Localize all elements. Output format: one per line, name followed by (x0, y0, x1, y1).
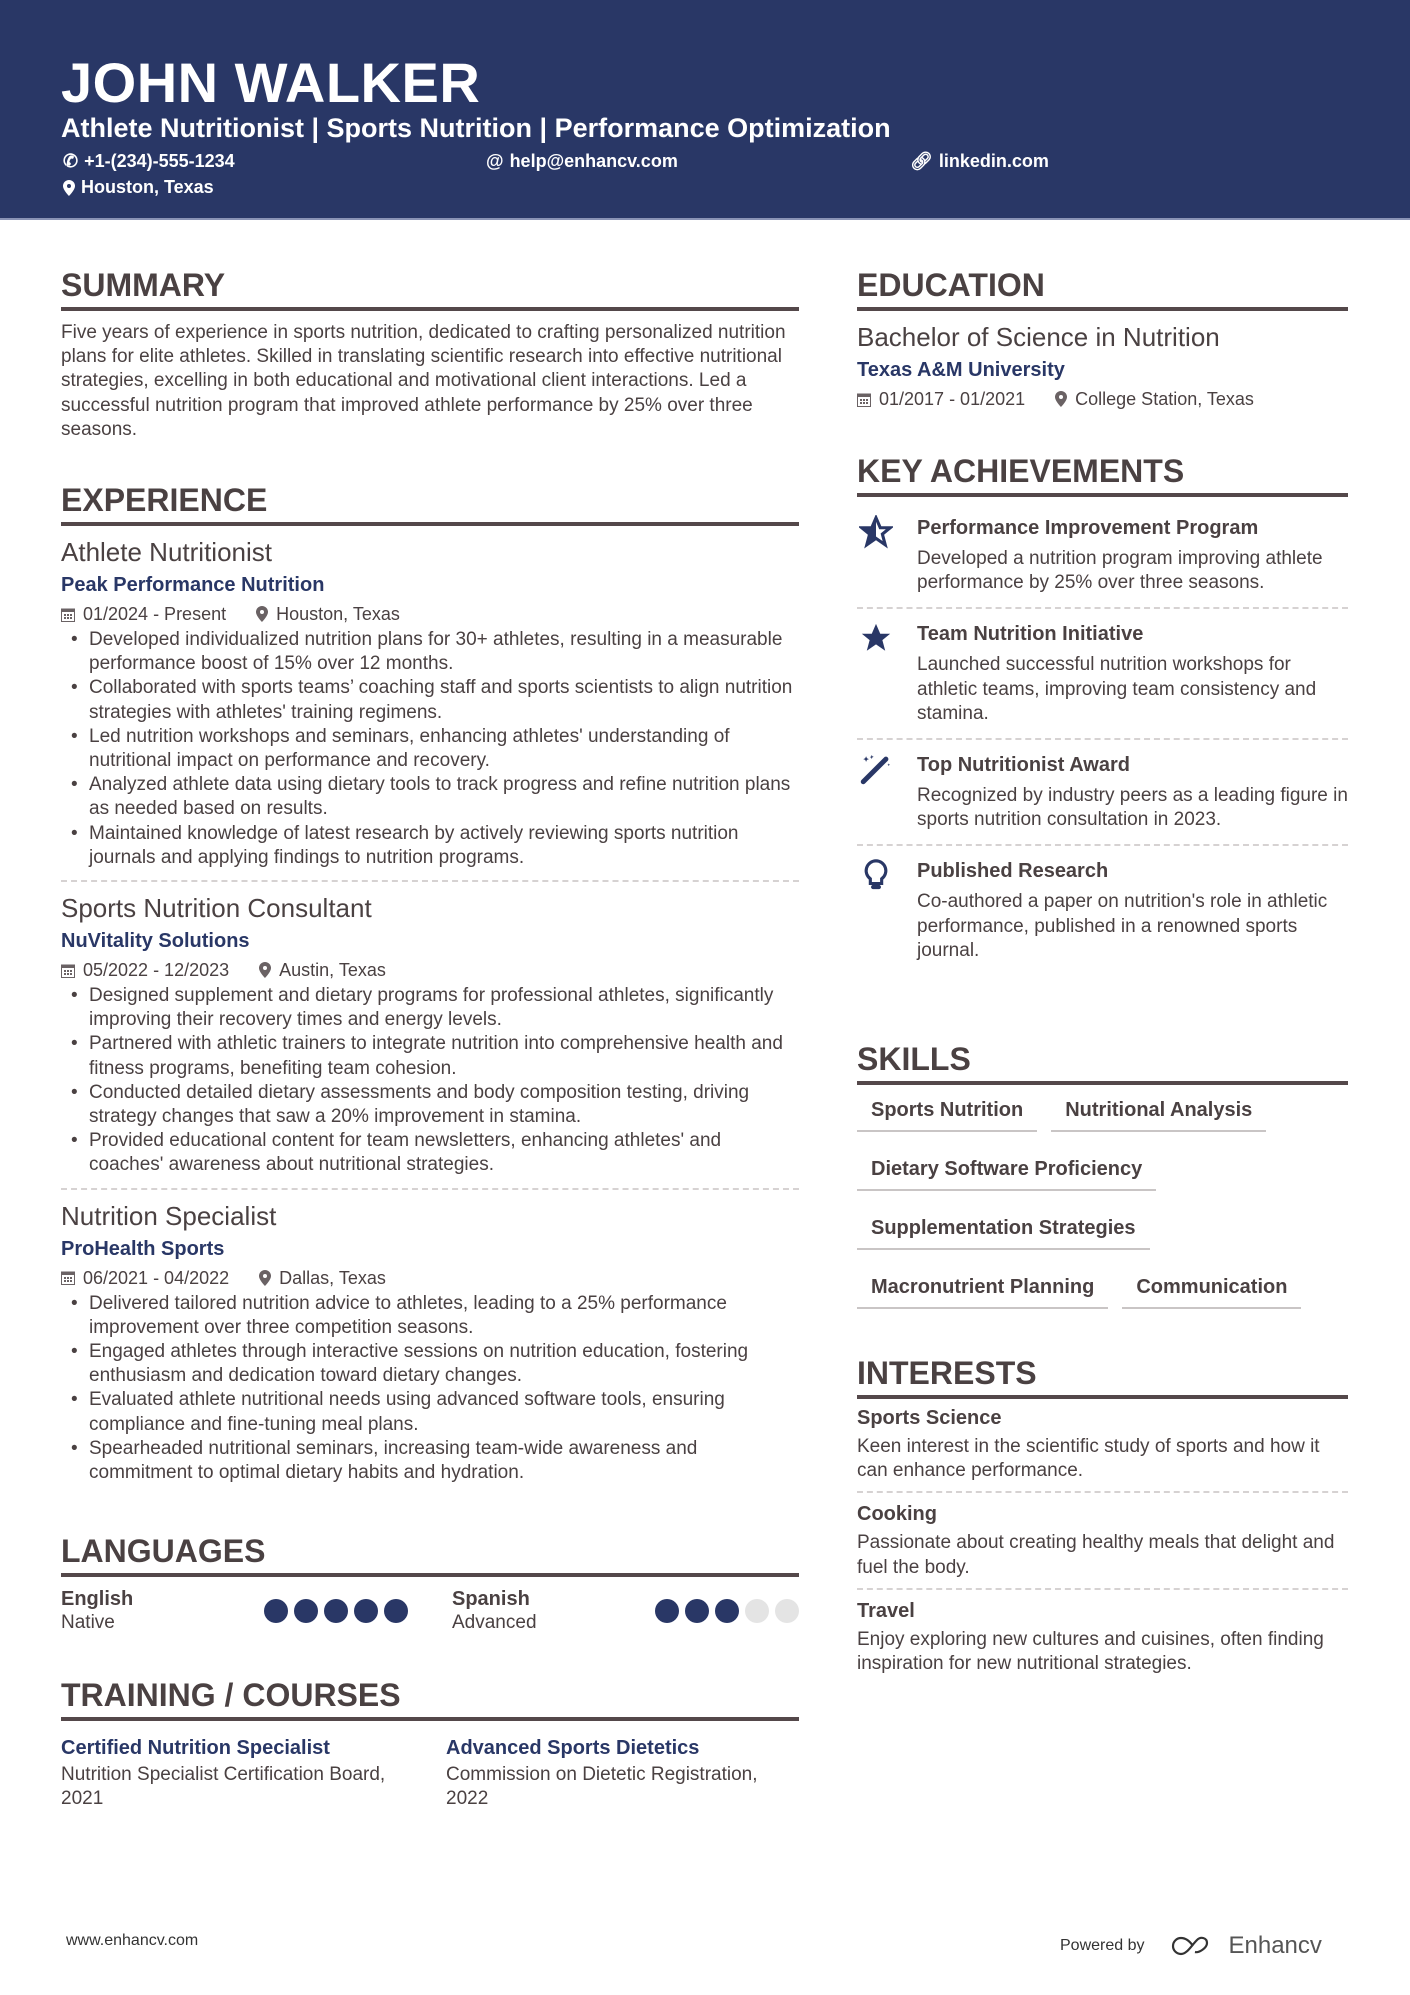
job-title: Sports Nutrition Consultant (61, 893, 372, 924)
calendar-icon (857, 392, 871, 407)
dates: 01/2017 - 01/2021 (879, 389, 1026, 409)
footer-website[interactable]: www.enhancv.com (66, 1932, 199, 1949)
email[interactable] (486, 151, 678, 172)
achievement-title: Top Nutritionist Award (917, 754, 1130, 777)
location: College Station, Texas (1075, 389, 1254, 409)
job-bullets (61, 1292, 799, 1486)
section-title: SUMMARY (61, 265, 799, 311)
course-title: Advanced Sports Dietetics (446, 1737, 700, 1759)
course-title: Certified Nutrition Specialist (61, 1737, 330, 1759)
language-name: English (61, 1588, 134, 1610)
achievement-title: Performance Improvement Program (917, 517, 1259, 539)
at-icon: @ (486, 151, 504, 171)
candidate-subtitle: Athlete Nutritionist | Sports Nutrition | Performance Optimization (61, 113, 891, 143)
interest-desc: Keen interest in the scientific study of sports and how it can enhance performance. (857, 1436, 1320, 1482)
rating-dot (354, 1599, 378, 1623)
location-pin-icon (1055, 391, 1067, 407)
bullet: • Evaluated athlete nutritional needs using advanced software tools, ensuring compliance and fine-tuning meal plans. (61, 1388, 799, 1436)
section-title: INTERESTS (857, 1353, 1348, 1399)
location-pin-icon (63, 180, 75, 196)
bullet: • Collaborated with sports teams’ coaching staff and sports scientists to align nutrition strategies with athletes' training regimens. (61, 676, 799, 724)
course (446, 1731, 799, 1811)
section-title: EDUCATION (857, 265, 1348, 311)
interests-section (857, 1353, 1348, 1676)
location (63, 177, 214, 198)
job-meta (61, 1264, 799, 1292)
rating-dot (384, 1599, 408, 1623)
interest-title: Travel (857, 1599, 915, 1622)
phone-text: +1-(234)-555-1234 (84, 151, 235, 171)
job-location: Austin, Texas (279, 960, 386, 981)
job-entry (61, 892, 799, 1178)
rating-dot (775, 1599, 799, 1623)
rating-dot (685, 1599, 709, 1623)
bullet: • Analyzed athlete data using dietary tools to track progress and refine nutrition plans as needed based on results. (61, 773, 799, 821)
achievement-desc: Launched successful nutrition workshops for athletic teams, improving team consistency and stamina. (917, 654, 1317, 724)
achievement-desc: Recognized by industry peers as a leading figure in sports nutrition consultation in 2023. (917, 785, 1348, 831)
bullet: • Maintained knowledge of latest research by actively reviewing sports nutrition journals and applying findings to nutrition programs. (61, 822, 799, 870)
job-dates: 06/2021 - 04/2022 (83, 1267, 230, 1288)
job-dates: 01/2024 - Present (83, 604, 227, 624)
calendar-icon (61, 963, 75, 978)
interest-desc: Enjoy exploring new cultures and cuisines, often finding inspiration for new nutritional strategies. (857, 1628, 1324, 1675)
job-meta (61, 600, 799, 628)
divider (857, 844, 1348, 846)
bullet: • Provided educational content for team newsletters, enhancing athletes' and coaches' awareness about nutritional strategies. (61, 1129, 799, 1177)
achievement-item (857, 507, 1348, 599)
language-level: Native (61, 1612, 115, 1633)
section-title: EXPERIENCE (61, 480, 799, 526)
achievement-title: Published Research (917, 860, 1109, 883)
enhancv-logo-icon (1171, 1934, 1219, 1958)
section-title: KEY ACHIEVEMENTS (857, 451, 1348, 497)
bullet: • Designed supplement and dietary programs for professional athletes, significantly improving their recovery times and energy levels. (61, 984, 799, 1032)
bullet: • Engaged athletes through interactive sessions on nutrition education, fostering enthusiasm and dedication toward dietary changes. (61, 1340, 799, 1388)
job-entry (61, 1200, 799, 1486)
calendar-icon (61, 607, 75, 622)
star-outline-icon (857, 513, 895, 595)
job-entry (61, 536, 799, 870)
achievement-item (857, 613, 1348, 730)
lightbulb-icon (857, 856, 895, 963)
course (61, 1731, 414, 1811)
education-section (857, 265, 1348, 413)
magic-wand-icon (857, 750, 895, 832)
linkedin[interactable] (910, 151, 1049, 172)
interest-title: Cooking (857, 1503, 937, 1526)
rating-dot (715, 1599, 739, 1623)
bullet: • Led nutrition workshops and seminars, enhancing athletes' understanding of nutritional impact on performance and recovery. (61, 725, 799, 773)
divider (61, 880, 799, 882)
skill-tag: Communication (1122, 1268, 1301, 1309)
job-dates: 05/2022 - 12/2023 (83, 960, 230, 981)
job-location: Dallas, Texas (279, 1267, 386, 1288)
star-icon (857, 619, 895, 726)
company-name: ProHealth Sports (61, 1237, 225, 1260)
header (0, 0, 1410, 220)
candidate-name: JOHN WALKER (61, 51, 481, 114)
rating-dot (324, 1599, 348, 1623)
bullet: • Partnered with athletic trainers to integrate nutrition into comprehensive health and fitness programs, benefiting team cohesion. (61, 1032, 799, 1080)
skill-tag: Dietary Software Proficiency (857, 1150, 1156, 1191)
bullet: • Developed individualized nutrition plans for 30+ athletes, resulting in a measurable performance boost of 15% over 12 months. (61, 628, 799, 676)
languages-section (61, 1531, 799, 1635)
enhancv-brand: Enhancv (1228, 1932, 1322, 1959)
linkedin-text: linkedin.com (938, 151, 1049, 171)
language-rating (264, 1599, 408, 1623)
skill-tag: Supplementation Strategies (857, 1209, 1150, 1250)
skill-tag: Macronutrient Planning (857, 1268, 1108, 1309)
section-title: SKILLS (857, 1039, 1348, 1085)
section-title: TRAINING / COURSES (61, 1675, 799, 1721)
training-section (61, 1675, 799, 1811)
interest-item (857, 1596, 1348, 1676)
job-title: Nutrition Specialist (61, 1200, 277, 1231)
calendar-icon (61, 1270, 75, 1285)
course-desc: Commission on Dietetic Registration, 2022 (446, 1764, 758, 1810)
job-meta (61, 956, 799, 984)
achievements-section (857, 451, 1348, 967)
location-text: Houston, Texas (81, 177, 214, 197)
section-title: LANGUAGES (61, 1531, 799, 1577)
rating-dot (294, 1599, 318, 1623)
skill-tag: Nutritional Analysis (1051, 1091, 1266, 1132)
phone-icon: ✆ (63, 151, 79, 171)
skill-tag: Sports Nutrition (857, 1091, 1037, 1132)
rating-dot (745, 1599, 769, 1623)
location-pin-icon (259, 1270, 271, 1286)
company-name: NuVitality Solutions (61, 930, 250, 953)
divider (857, 607, 1348, 609)
job-bullets (61, 628, 799, 870)
achievement-item (857, 850, 1348, 967)
phone[interactable] (63, 151, 235, 172)
link-icon: 🔗︎ (910, 151, 933, 171)
email-text: help@enhancv.com (509, 151, 678, 171)
achievement-desc: Developed a nutrition program improving athlete performance by 25% over three seasons. (917, 548, 1323, 594)
interest-item (857, 1403, 1348, 1483)
job-title: Athlete Nutritionist (61, 537, 272, 567)
company-name: Peak Performance Nutrition (61, 574, 325, 596)
summary-section (61, 265, 799, 442)
experience-section (61, 480, 799, 1485)
powered-by: Powered by (1060, 1937, 1145, 1954)
school: Texas A&M University (857, 359, 1065, 381)
achievement-desc: Co-authored a paper on nutrition's role in athletic performance, published in a renowned sports journal. (917, 891, 1328, 961)
divider (61, 1188, 799, 1190)
degree: Bachelor of Science in Nutrition (857, 322, 1220, 352)
rating-dot (655, 1599, 679, 1623)
interest-title: Sports Science (857, 1407, 1002, 1429)
achievement-title: Team Nutrition Initiative (917, 623, 1144, 646)
location-pin-icon (259, 962, 271, 978)
interest-desc: Passionate about creating healthy meals that delight and fuel the body. (857, 1532, 1335, 1578)
job-location: Houston, Texas (276, 604, 400, 624)
bullet: • Conducted detailed dietary assessments and body composition testing, driving strategy changes that saw a 20% improvement in stamina. (61, 1081, 799, 1129)
divider (857, 1491, 1348, 1493)
skills-section (857, 1039, 1348, 1327)
rating-dot (264, 1599, 288, 1623)
footer-branding (1060, 1932, 1322, 1960)
divider (857, 1588, 1348, 1590)
achievement-item (857, 744, 1348, 836)
language-name: Spanish (452, 1588, 530, 1610)
job-bullets (61, 984, 799, 1178)
language-item (61, 1587, 408, 1635)
bullet: • Delivered tailored nutrition advice to athletes, leading to a 25% performance improvement over three competition seasons. (61, 1292, 799, 1340)
language-rating (655, 1599, 799, 1623)
language-level: Advanced (452, 1612, 537, 1633)
education-meta (857, 385, 1348, 413)
bullet: • Spearheaded nutritional seminars, increasing team-wide awareness and commitment to optimal dietary habits and hydration. (61, 1437, 799, 1485)
interest-item (857, 1499, 1348, 1579)
course-desc: Nutrition Specialist Certification Board, 2021 (61, 1764, 386, 1810)
summary-text: Five years of experience in sports nutrition, dedicated to crafting personalized nutrition plans for elite athletes. Skilled in translating scientific research into effective nutritional strategies, excelling in both educational and motivational client interactions. Led a successful nutrition program that improved athlete performance by 25% over three seasons. (61, 322, 786, 440)
language-item (452, 1587, 799, 1635)
divider (857, 738, 1348, 740)
location-pin-icon (256, 606, 268, 622)
